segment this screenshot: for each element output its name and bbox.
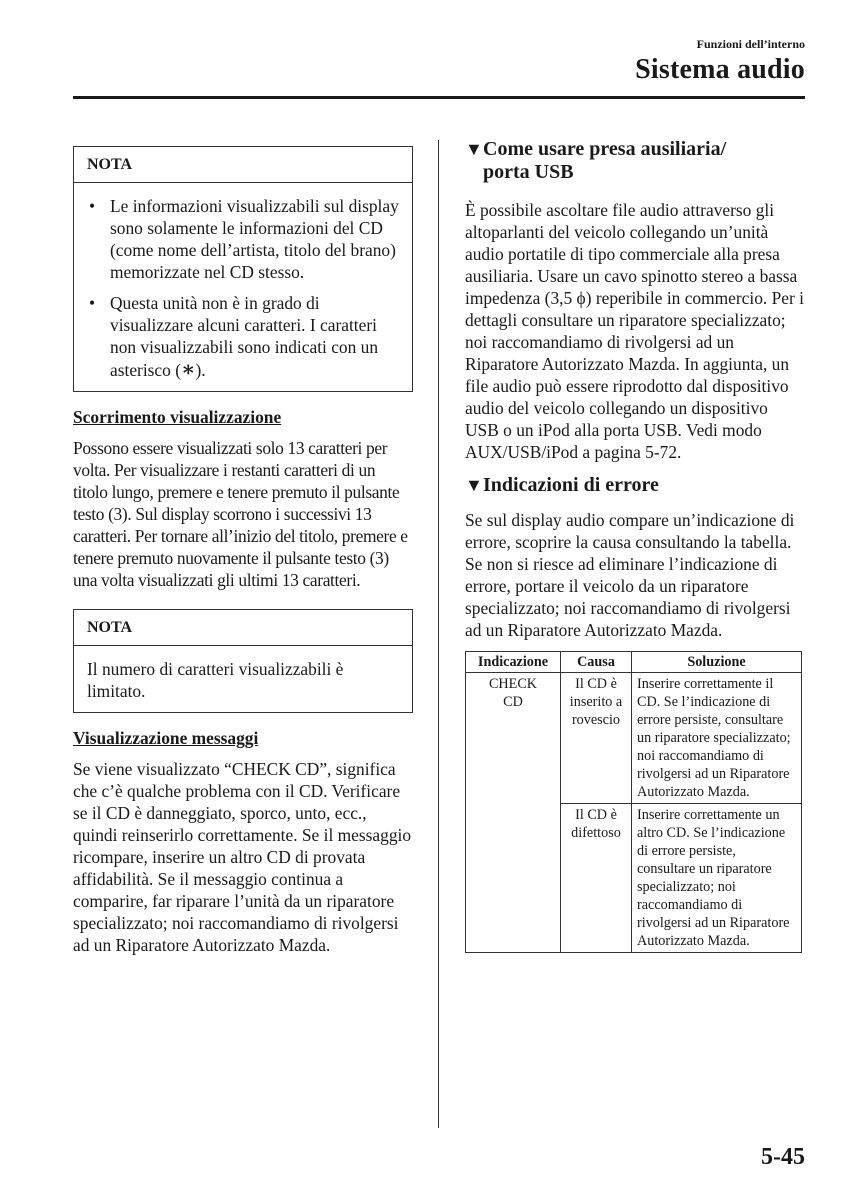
page-number: 5-45 [761, 1144, 805, 1170]
note-item-text: Le informazioni visualizzabili sul display sono solamente le informazioni del CD (come nome dell’artista, titolo del brano) memorizzate nel CD stesso. [110, 196, 399, 282]
error-table [465, 651, 802, 953]
table-header-cell: Indicazione [466, 652, 561, 673]
aux-paragraph: È possibile ascoltare file audio attraverso gli altoparlanti del veicolo collegando un’unità audio portatile di tipo commerciale alla presa ausiliaria. Usare un cavo spinotto stereo a bassa impedenza (3,5 ϕ) reperibile in commercio. Per i dettagli consultare un riparatore specializzato; noi raccomandiamo di rivolgersi ad un Riparatore Autorizzato Mazda. In aggiunta, un file audio può essere riprodotto dal dispositivo audio del veicolo collegando un dispositivo USB o un iPod alla porta USB. Vedi modo AUX/USB/iPod a pagina 5-72. [465, 200, 804, 462]
asterisk-icon: ∗ [180, 357, 196, 381]
table-cell-cause: Il CD è inserito a rovescio [561, 673, 632, 804]
section-heading-scroll: Scorrimento visualizzazione [73, 407, 282, 427]
note-title: NOTA [74, 147, 412, 183]
note-box [73, 146, 413, 392]
note-item-text: Questa unità non è in grado di visualizzare alcuni caratteri. I caratteri non visualizzabili sono indicati con un asterisco ( [110, 293, 379, 380]
heading-errors [465, 474, 805, 497]
table-cell-solution: Inserire correttamente il CD. Se l’indicazione di errore persiste, consultare un riparatore specializzato; noi raccomandiamo di rivolgersi ad un Riparatore Autorizzato Mazda. [632, 673, 802, 804]
note-list [87, 195, 400, 381]
table-cell-solution: Inserire correttamente un altro CD. Se l’indicazione di errore persiste, consultare un riparatore specializzato; noi raccomandiamo di rivolgersi ad un Riparatore Autorizzato Mazda. [632, 804, 802, 953]
table-header-cell: Soluzione [632, 652, 802, 673]
note-item [87, 292, 400, 381]
heading-aux-usb-text: Come usare presa ausiliaria/ porta USB [483, 138, 727, 183]
note-body: Il numero di caratteri visualizzabili è limitato. [87, 659, 344, 701]
table-row [466, 673, 802, 804]
table-cell-indication: CHECK CD [466, 673, 561, 953]
heading-aux-usb [465, 138, 805, 184]
messages-paragraph: Se viene visualizzato “CHECK CD”, significa che c’è qualche problema con il CD. Verificare se il CD è danneggiato, sporco, unto, ecc., quindi reinserirlo correttamente. Se il messaggio ricompare, inserire un altro CD di provata affidabilità. Se il messaggio continua a comparire, far riparare l’unità da un riparatore specializzato; noi raccomandiamo di rivolgersi ad un Riparatore Autorizzato Mazda. [73, 759, 412, 955]
table-header-row [466, 652, 802, 673]
page-title: Sistema audio [635, 54, 805, 85]
note-item-tail: ). [195, 360, 206, 380]
note-title: NOTA [74, 610, 412, 646]
errors-paragraph: Se sul display audio compare un’indicazione di errore, scoprire la causa consultando la tabella. Se non si riesce ad eliminare l’indicazione di errore, portare il veicolo da un riparatore specializzato; noi raccomandiamo di rivolgersi ad un Riparatore Autorizzato Mazda. [465, 510, 795, 640]
section-label: Funzioni dell’interno [696, 37, 805, 51]
triangle-down-icon: ▼ [465, 475, 483, 495]
table-header-cell: Causa [561, 652, 632, 673]
header-rule [73, 96, 805, 99]
section-heading-messages: Visualizzazione messaggi [73, 728, 259, 748]
right-column [465, 138, 805, 953]
note-box [73, 609, 413, 713]
note-body [74, 183, 412, 391]
triangle-down-icon: ▼ [465, 139, 483, 159]
heading-errors-text: Indicazioni di errore [483, 474, 659, 496]
scroll-paragraph: Possono essere visualizzati solo 13 caratteri per volta. Per visualizzare i restanti caratteri di un titolo lungo, premere e tenere premuto il pulsante testo (3). Sul display scorrono i successivi 13 caratteri. Per tornare all’inizio del titolo, premere e tenere premuto nuovamente il pulsante testo (3) una volta visualizzati gli ultimi 13 caratteri. [73, 438, 408, 590]
column-divider [438, 140, 439, 1128]
note-item [87, 195, 400, 283]
table-cell-cause: Il CD è difettoso [561, 804, 632, 953]
left-column [73, 146, 413, 956]
phi-symbol: ϕ [576, 288, 586, 308]
